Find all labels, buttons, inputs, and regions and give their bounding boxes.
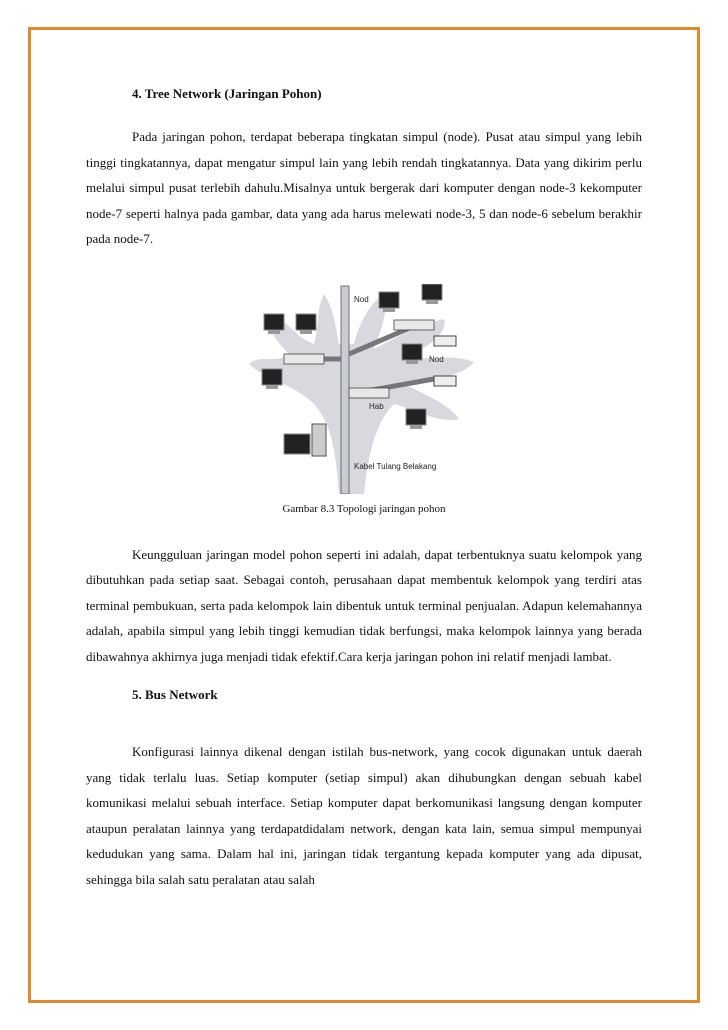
section-4-paragraph-1: Pada jaringan pohon, terdapat beberapa tingkatan simpul (node). Pusat atau simpul yang lebih tinggi tingkatannya, dapat mengatur simpul lain yang lebih rendah tingkatannya. Data yang dikirim perlu melalui simpul pusat terlebih dahulu.Misalnya untuk bergerak dari komputer dengan node-3 kekomputer node-7 seperti halnya pada gambar, data yang ada harus melewati node-3, 5 dan node-6 sebelum berakhir pada node-7.	[86, 129, 642, 246]
backbone-cable	[341, 286, 349, 494]
tree-network-diagram	[244, 284, 484, 494]
printer-icon-2	[434, 376, 456, 386]
computer-icon-7	[406, 409, 426, 429]
hub-left	[284, 354, 324, 364]
section-5-paragraph-1: Konfigurasi lainnya dikenal dengan istilah bus-network, yang cocok digunakan untuk daerah yang tidak terlalu luas. Setiap komputer (setiap simpul) akan dihubungkan dengan sebuah kabel komunikasi melalui sebuah interface. Setiap komputer dapat berkomunikasi langsung dengan komputer ataupun peralatan lainnya yang terdapatdidalam network, dengan kata lain, semua simpul mempunyai kedudukan yang sama. Dalam hal ini, jaringan tidak tergantung kepada komputer yang ada dipusat, sehingga bila salah satu peralatan atau salah	[86, 744, 642, 887]
label-nod-top: Nod	[354, 294, 369, 304]
section-5-heading: 5. Bus Network	[132, 687, 218, 702]
document-body	[86, 84, 642, 892]
server-icon	[284, 424, 326, 456]
figure-caption: Gambar 8.3 Topologi jaringan pohon	[282, 502, 446, 515]
tree-network-figure	[86, 284, 642, 494]
computer-icon-5	[422, 284, 442, 304]
section-4-paragraph-2: Keungguluan jaringan model pohon seperti ini adalah, dapat terbentuknya suatu kelompok yang dibutuhkan pada setiap saat. Sebagai contoh, perusahaan dapat membentuk kelompok yang terdiri atas terminal pembukuan, serta pada kelompok lain dibentuk untuk terminal penjualan. Adapun kelemahannya adalah, apabila simpul yang lebih tinggi kemudian tidak berfungsi, maka kelompok lainnya yang berada dibawahnya akhirnya juga menjadi tidak efektif.Cara kerja jaringan pohon ini relatif menjadi lambat.	[86, 546, 642, 664]
section-4-heading: 4. Tree Network (Jaringan Pohon)	[132, 86, 322, 101]
computer-icon-3	[262, 369, 282, 389]
hub-top	[394, 320, 434, 330]
label-nod-right: Nod	[429, 354, 444, 364]
label-backbone: Kabel Tulang Belakang	[354, 461, 437, 471]
printer-icon-1	[434, 336, 456, 346]
computer-icon-2	[296, 314, 316, 334]
label-hab: Hab	[369, 401, 384, 411]
hub-mid	[349, 388, 389, 398]
